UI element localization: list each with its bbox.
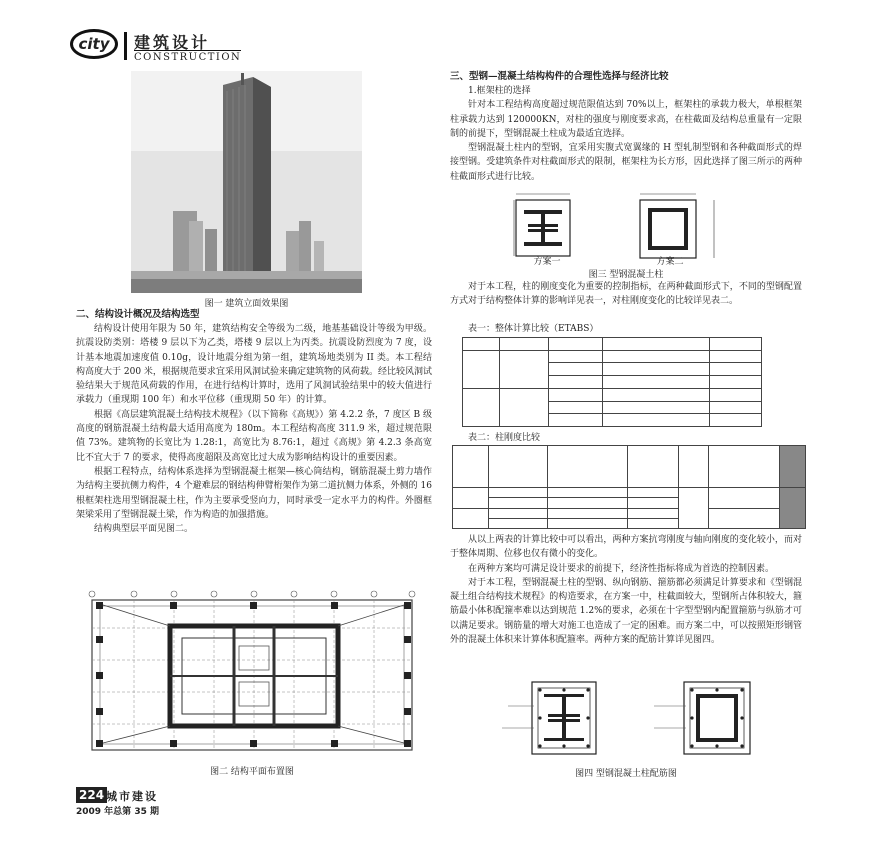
logo-divider <box>124 32 127 60</box>
table2-title: 表二：柱刚度比较 <box>468 433 541 443</box>
right-column-text-mid <box>450 280 802 309</box>
right-paragraph-6: 对于本工程，型钢混凝土柱的型钢、纵向钢筋、箍筋都必须满足计算要求和《型钢混凝土组合结构技术规程》的构造要求，在方案一中，柱截面较大，型钢所占体积较大，箍筋最小体积配箍率难以达到规范 1.2%的要求，必须在十字型型钢内配置箍筋与纵筋才可以满足要求。钢筋量的增大对施工也造成了一定的困难。而方案二中，可以按照矩形钢管外的混凝土体积来计算体积配箍率。两种方案的配筋计算详见图四。 <box>450 577 802 646</box>
logo-city-text: city <box>78 35 110 53</box>
figure2-caption: 图二 结构平面布置图 <box>210 767 294 777</box>
magazine-name: 城市建设 <box>106 790 158 803</box>
right-paragraph-2: 型钢混凝土柱内的型钢，宜采用实腹式宽翼缘的 H 型轧制型钢和各种截面形式的焊接型钢。受建筑条件对柱截面形式的限制，框架柱为长方形，因此选择了图三所示的两种柱截面形式进行比较。 <box>450 143 802 182</box>
figure1-caption: 图一 建筑立面效果图 <box>204 299 289 309</box>
city-logo <box>70 29 118 59</box>
building-elevation-image <box>131 71 362 293</box>
section3-heading: 三、型钢—混凝土结构构件的合理性选择与经济比较 <box>450 71 669 82</box>
column-section-diagram <box>500 188 740 266</box>
right-column-text-top <box>450 70 802 184</box>
fig3-option1-label: 方案一 <box>533 257 561 267</box>
figure4-caption: 图四 型钢混凝土柱配筋图 <box>575 769 677 779</box>
left-paragraph-3: 根据工程特点，结构体系选择为型钢混凝土框架—核心筒结构，钢筋混凝土剪力墙作为结构主要抗侧力构件，4 个避难层的钢结构伸臂桁架作为第二道抗侧力体系，外侧的 16 根框架柱选用型钢混凝土柱，作为主要承受竖向力，同时承受一定水平力的构件。外圈框架梁采用了型钢混凝土梁，作为构造的加强措施。 <box>76 466 432 520</box>
table1-title: 表一：整体计算比较（ETABS） <box>468 324 599 334</box>
right-column-text-bottom <box>450 533 802 647</box>
figure3-caption: 图三 型钢混凝土柱 <box>588 270 664 280</box>
right-paragraph-1: 针对本工程结构高度超过规范限值达到 70%以上，框架柱的承载力极大，单根框架柱承载力达到 120000KN，对柱的强度与刚度要求高，在柱截面及结构总重量有一定限制的前提下，型钢混凝土柱成为最适宜选择。 <box>450 100 802 139</box>
subheading-frame-column: 1.框架柱的选择 <box>468 86 531 96</box>
reinforcement-drawing <box>478 672 788 764</box>
table-1 <box>462 337 762 427</box>
left-paragraph-4: 结构典型层平面见图二。 <box>94 524 194 535</box>
left-paragraph-1: 结构设计使用年限为 50 年，建筑结构安全等级为二级，地基基础设计等级为甲级。抗震设防类别：塔楼 9 层以下为乙类，塔楼 9 层以上为丙类。抗震设防烈度为 7 度，设计基本地震加速度值 0.10g，设计地震分组为第一组，建筑场地类别为 II 类。本工程结构高度大于 200 米，根据规范要求宜采用风洞试验来确定建筑物的风荷载。经比较风洞试验结果大于规范风荷载的作用，在进行结构计算时，选用了风洞试验结果中的较大值进行承载力（重现期 100 年）和水平位移（重现期 50 年）的计算。 <box>76 324 432 406</box>
section-title-cn: 建筑设计 <box>134 33 211 52</box>
left-column-text <box>76 308 432 536</box>
fig3-option2-label: 方案二 <box>656 257 684 267</box>
left-paragraph-2: 根据《高层建筑混凝土结构技术规程》（以下简称《高规》）第 4.2.2 条，7 度区 B 级高度的钢筋混凝土结构最大适用高度为 180m。本工程结构高度 311.9 米，超过规范限值 73%。建筑物的长宽比为 1.28:1，高宽比为 8.76:1，超过《高规》第 4.2.3 条高宽比不宜大于 7 的要求，使得高度超限及高宽比过大成为影响结构设计的重要因素。 <box>76 409 432 463</box>
structural-plan-drawing <box>74 588 430 760</box>
section2-heading: 二、结构设计概况及结构选型 <box>76 309 200 320</box>
right-paragraph-5: 在两种方案均可满足设计要求的前提下，经济性指标将成为首选的控制因素。 <box>468 563 775 574</box>
right-paragraph-3: 对于本工程，柱的刚度变化为重要的控制指标，在两种截面形式下，不同的型钢配置方式对于结构整体计算的影响详见表一，对柱刚度变化的比较详见表二。 <box>450 282 802 307</box>
right-paragraph-4: 从以上两表的计算比较中可以看出，两种方案抗弯刚度与轴向刚度的变化较小，而对于整体周期、位移也仅有微小的变化。 <box>450 535 802 560</box>
section-title-en: CONSTRUCTION <box>134 52 242 63</box>
page-number: 224 <box>76 787 107 803</box>
table-2 <box>452 445 806 529</box>
issue-info: 2009 年总第 35 期 <box>76 807 159 817</box>
